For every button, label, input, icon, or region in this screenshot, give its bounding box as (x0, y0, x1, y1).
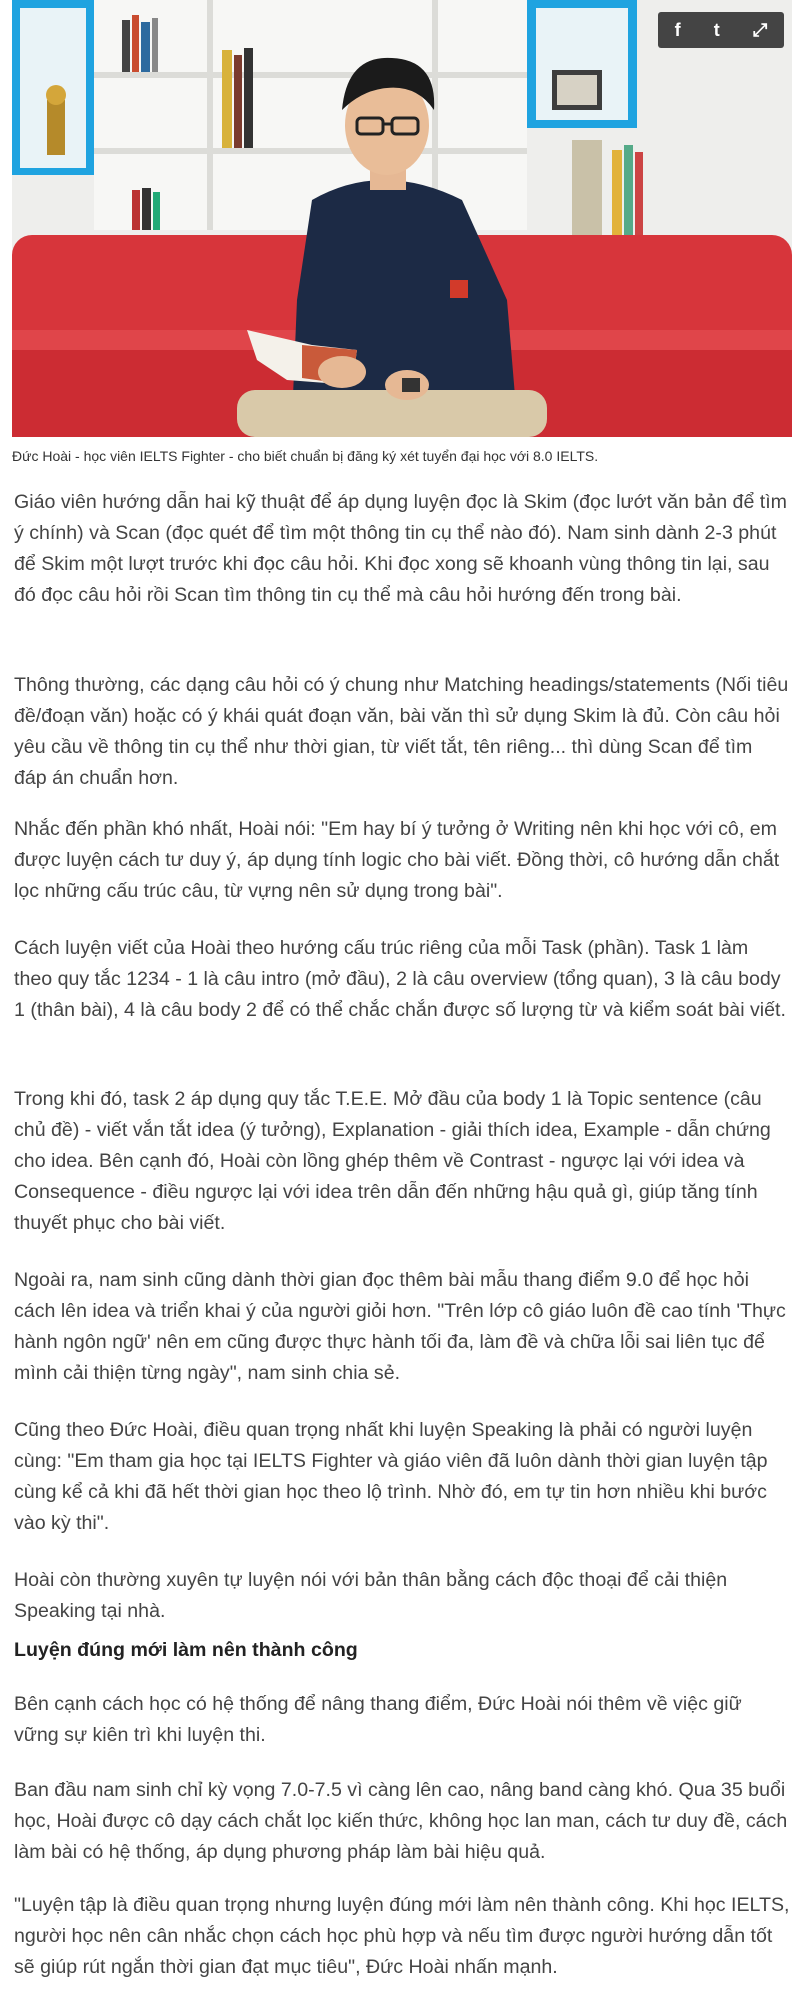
paragraph-expectations: Ban đầu nam sinh chỉ kỳ vọng 7.0-7.5 vì càng lên cao, nâng band càng khó. Qua 35 buổi học, Hoài được cô dạy cách chắt lọc kiến thức, không học lan man, cách tư duy đề, cách làm bài có hệ thống, áp dụng phương pháp làm bài hiệu quả. (14, 1779, 788, 1863)
section-heading: Luyện đúng mới làm nên thành công (14, 1639, 358, 1661)
paragraph-task1-structure: Cách luyện viết của Hoài theo hướng cấu trúc riêng của mỗi Task (phần). Task 1 làm theo quy tắc 1234 - 1 là câu intro (mở đầu), 2 là câu overview (tổng quan), 3 là câu body 1 (thân bài), 4 là câu body 2 để có thể chắc chắn được số lượng từ và kiểm soát bài viết. (14, 937, 786, 1021)
paragraph-writing-difficulty: Nhắc đến phần khó nhất, Hoài nói: "Em hay bí ý tưởng ở Writing nên khi học với cô, em được luyện cách tư duy ý, áp dụng tính logic cho bài viết. Đồng thời, cô hướng dẫn chắt lọc những cấu trúc câu, từ vựng nên sử dụng trong bài". (14, 818, 780, 902)
expand-icon[interactable]: ⤢ (752, 20, 768, 40)
student-photo-illustration (12, 0, 792, 437)
paragraph-self-practice: Hoài còn thường xuyên tự luyện nói với bản thân bằng cách độc thoại để cải thiện Speaking tại nhà. (14, 1569, 728, 1622)
article-photo (12, 0, 792, 437)
paragraph-sample-essays: Ngoài ra, nam sinh cũng dành thời gian đọc thêm bài mẫu thang điểm 9.0 để học hỏi cách lên idea và triển khai ý của người giỏi hơn. "Trên lớp cô giáo luôn đề cao tính 'Thực hành ngôn ngữ' nên em cũng được thực hành tối đa, làm đề và chữa lỗi sai liên tục để mình cải thiện từng ngày", nam sinh chia sẻ. (14, 1269, 786, 1384)
paragraph-persistence: Bên cạnh cách học có hệ thống để nâng thang điểm, Đức Hoài nói thêm về việc giữ vững sự kiên trì khi luyện thi. (14, 1693, 742, 1746)
paragraph-question-types: Thông thường, các dạng câu hỏi có ý chung như Matching headings/statements (Nối tiêu đề/đoạn văn) hoặc có ý khái quát đoạn văn, bài văn thì sử dụng Skim là đủ. Còn câu hỏi yêu cầu về thông tin cụ thể như thời gian, từ viết tắt, tên riêng... thì dùng Scan để tìm đáp án chuẩn hơn. (14, 674, 789, 789)
paragraph-reading-technique: Giáo viên hướng dẫn hai kỹ thuật để áp dụng luyện đọc là Skim (đọc lướt văn bản để tìm ý chính) và Scan (đọc quét để tìm một thông tin cụ thể nào đó). Nam sinh dành 2-3 phút để Skim một lượt trước khi đọc câu hỏi. Khi đọc xong sẽ khoanh vùng thông tin lại, sau đó đọc câu hỏi rồi Scan tìm thông tin cụ thể mà câu hỏi hướng đến trong bài. (14, 491, 787, 606)
paragraph-speaking-practice: Cũng theo Đức Hoài, điều quan trọng nhất khi luyện Speaking là phải có người luyện cùng: "Em tham gia học tại IELTS Fighter và giáo viên đã luôn dành thời gian luyện tập cùng kể cả khi đã hết thời gian học theo lộ trình. Nhờ đó, em tự tin hơn nhiều khi bước vào kỳ thi". (14, 1419, 768, 1534)
facebook-share-icon[interactable]: f (674, 20, 681, 40)
share-bar (658, 12, 784, 48)
paragraph-closing-quote: "Luyện tập là điều quan trọng nhưng luyện đúng mới làm nên thành công. Khi học IELTS, người học nên cân nhắc chọn cách học phù hợp và nếu tìm được người hướng dẫn tốt sẽ giúp rút ngắn thời gian đạt mục tiêu", Đức Hoài nhấn mạnh. (14, 1894, 790, 1978)
paragraph-task2-structure: Trong khi đó, task 2 áp dụng quy tắc T.E.E. Mở đầu của body 1 là Topic sentence (câu chủ đề) - viết vắn tắt idea (ý tưởng), Explanation - giải thích idea, Example - dẫn chứng cho idea. Bên cạnh đó, Hoài còn lồng ghép thêm về Contrast - ngược lại với idea và Consequence - điều ngược lại với idea trên dẫn đến những hậu quả gì, giúp tăng tính thuyết phục cho bài viết. (14, 1088, 771, 1234)
photo-caption: Đức Hoài - học viên IELTS Fighter - cho biết chuẩn bị đăng ký xét tuyển đại học với 8.0 IELTS. (12, 448, 599, 464)
twitter-share-icon[interactable]: t (713, 20, 720, 40)
